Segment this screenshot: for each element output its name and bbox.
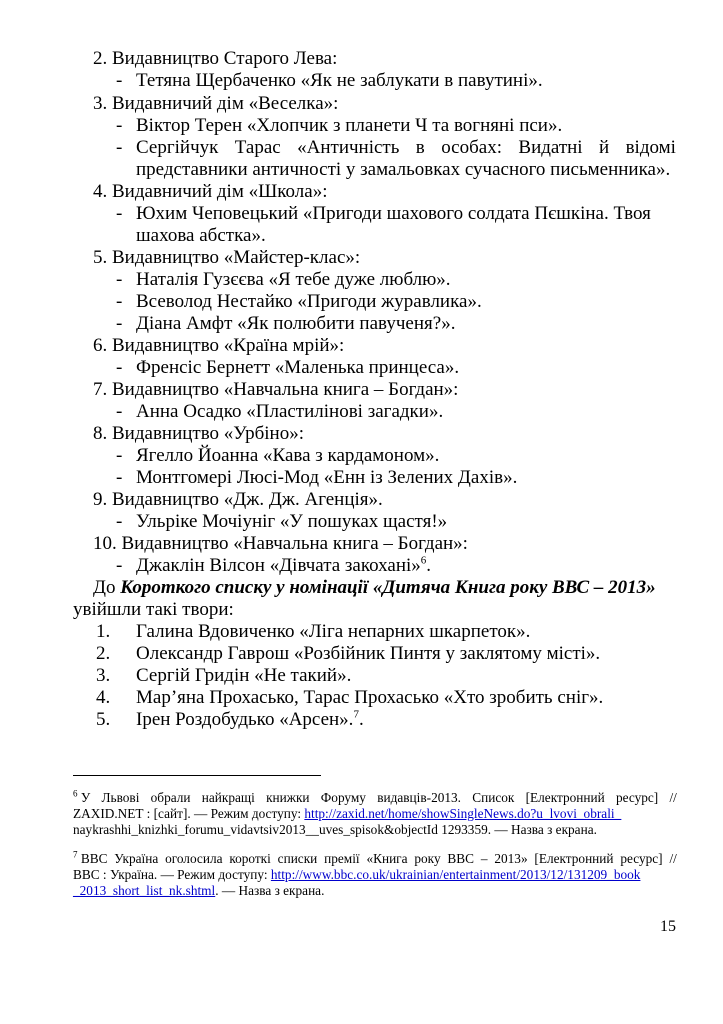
dash-bullet: - (116, 313, 123, 334)
publisher-name: Видавничий дім «Школа»: (112, 181, 328, 202)
text: . (358, 709, 364, 730)
book-title: Анна Осадко «Пластилінові загадки». (136, 401, 444, 422)
word: оголосила (165, 851, 223, 866)
footnote-line (73, 867, 677, 883)
publisher-item (0, 247, 723, 269)
book-title: Тетяна Щербаченко «Як не заблукати в павутині». (136, 70, 543, 91)
item-number: 7. (93, 379, 108, 400)
text: шахова абстка». (136, 225, 266, 246)
footnote-number: 7 (73, 849, 78, 860)
footnote-link[interactable]: _2013_short_list_nk.shtml (73, 883, 216, 898)
footnote-ref: 7 (353, 708, 359, 721)
book-title: Всеволод Нестайко «Пригоди журавлика». (136, 291, 482, 312)
text: ZAXID.NET : [сайт]. — Режим доступу: (73, 806, 305, 821)
book-title: Юхим Чеповецький «Пригоди шахового солдата Пєшкіна. Твоя (136, 203, 651, 224)
text: представники античності у замальовках сучасного письменника». (136, 159, 671, 180)
book-title-continuation (0, 159, 723, 181)
book-title: Сергій Гридін «Не такий». (136, 665, 352, 686)
book-title: Монтгомері Люсі-Мод «Енн із Зелених Дахів». (136, 467, 518, 488)
publisher-item (0, 379, 723, 401)
word: «Античність (297, 137, 400, 158)
dash-bullet: - (116, 70, 123, 91)
text: ВВС : Україна. — Режим доступу: (73, 867, 271, 882)
footnote-ref: 6 (420, 554, 427, 567)
page-number: 15 (660, 918, 676, 935)
text: До (93, 577, 121, 598)
word: Видатні (518, 137, 583, 158)
word: ресурс] (620, 851, 663, 866)
footnote-separator (73, 775, 321, 776)
text: Ірен Роздобудько «Арсен». (136, 709, 354, 730)
publisher-name: Видавництво «Навчальна книга – Богдан»: (121, 533, 468, 554)
item-number: 1. (96, 621, 111, 642)
book-title: Віктор Терен «Хлопчик з планети Ч та вогняні пси». (136, 115, 563, 136)
footnote-7 (73, 851, 677, 899)
word: «Книга (366, 851, 408, 866)
text: . (426, 555, 432, 576)
word: – (480, 851, 488, 866)
publisher-name: Видавничий дім «Веселка»: (112, 93, 339, 114)
word: короткі (229, 851, 271, 866)
publisher-item (0, 533, 723, 555)
book-title: Галина Вдовиченко «Ліга непарних шкарпеток». (136, 621, 531, 642)
word: найкращі (201, 790, 255, 805)
word: й (599, 137, 610, 158)
dash-bullet: - (116, 445, 123, 466)
dash-bullet: - (116, 137, 123, 158)
word: [Електронний (525, 790, 605, 805)
footnote-number: 6 (73, 788, 78, 799)
footnote-line (73, 806, 677, 822)
book-title: Френсіс Бернетт «Маленька принцеса». (136, 357, 460, 378)
book-title (136, 709, 364, 731)
word: У (80, 790, 91, 805)
paragraph-line (0, 599, 723, 621)
dash-bullet: - (116, 269, 123, 290)
publisher-item (0, 181, 723, 203)
book-title: Наталія Гузєєва «Я тебе дуже люблю». (136, 269, 451, 290)
word: ресурс] (615, 790, 659, 805)
text: увійшли такі твори: (73, 599, 234, 620)
book-title: Ягелло Йоанна «Кава з кардамоном». (136, 445, 440, 466)
publisher-item (0, 423, 723, 445)
book-title: Мар’яна Прохасько, Тарас Прохасько «Хто зробить сніг». (136, 687, 604, 708)
dash-bullet: - (116, 401, 123, 422)
dash-bullet: - (116, 555, 123, 576)
publisher-name: Видавництво «Країна мрій»: (112, 335, 345, 356)
dash-bullet: - (116, 115, 123, 136)
word: обрали (150, 790, 191, 805)
publisher-item (0, 93, 723, 115)
word: 2013» (494, 851, 528, 866)
footnote-line (73, 851, 677, 867)
footnote-line (73, 790, 677, 806)
item-number: 5. (96, 709, 111, 730)
book-title-continuation (0, 225, 723, 247)
word: // (669, 851, 677, 866)
footnote-line (73, 822, 677, 838)
word: Список (472, 790, 515, 805)
footnote-link[interactable]: http://zaxid.net/home/showSingleNews.do?u_lvovi_obrali_ (304, 806, 622, 821)
word: книжки (266, 790, 310, 805)
dash-bullet: - (116, 203, 123, 224)
book-title (136, 555, 431, 577)
item-number: 6. (93, 335, 108, 356)
publisher-name: Видавництво «Навчальна книга – Богдан»: (112, 379, 459, 400)
word: ВВС (80, 851, 108, 866)
footnote-6 (73, 790, 677, 838)
publisher-name: Видавництво «Дж. Дж. Агенція». (112, 489, 383, 510)
dash-bullet: - (116, 291, 123, 312)
item-number: 3. (93, 93, 108, 114)
item-number: 3. (96, 665, 111, 686)
word: в (415, 137, 425, 158)
dash-bullet: - (116, 511, 123, 532)
footnote-mark (73, 851, 107, 867)
word: Сергійчук (136, 137, 219, 158)
paragraph-line (0, 577, 723, 599)
word: Форуму (320, 790, 366, 805)
footnote-mark (73, 790, 90, 806)
word: видавців-2013. (377, 790, 461, 805)
item-number: 4. (93, 181, 108, 202)
text: Джаклін Вілсон «Дівчата закохані» (136, 555, 421, 576)
word: Україна (114, 851, 159, 866)
word: Львові (101, 790, 140, 805)
dash-bullet: - (116, 467, 123, 488)
word: Тарас (234, 137, 281, 158)
footnote-link[interactable]: http://www.bbc.co.uk/ukrainian/entertainment/2013/12/131209_book (270, 867, 641, 882)
footnote-line (73, 883, 677, 899)
publisher-item (0, 48, 723, 70)
item-number: 10. (93, 533, 117, 554)
book-title-justified (136, 137, 676, 159)
book-title: Ульріке Мочіуніг «У пошуках щастя!» (136, 511, 448, 532)
word: [Електронний (534, 851, 614, 866)
emphasis-text: Короткого списку у номінації «Дитяча Книга року ВВС – 2013» (120, 577, 656, 598)
word: року (414, 851, 441, 866)
book-title: Олександр Гаврош «Розбійник Пинтя у заклятому місті». (136, 643, 601, 664)
publisher-name: Видавництво «Майстер-клас»: (112, 247, 361, 268)
item-number: 5. (93, 247, 108, 268)
item-number: 2. (93, 48, 108, 69)
text: . — Назва з екрана. (215, 883, 325, 898)
text: naykrashhi_knizhki_forumu_vidavtsiv2013__uves_spisok&objectId 1293359. — Назва з екрана. (73, 822, 597, 837)
dash-bullet: - (116, 357, 123, 378)
item-number: 4. (96, 687, 111, 708)
publisher-item (0, 489, 723, 511)
word: списки (277, 851, 318, 866)
publisher-name: Видавництво «Урбіно»: (112, 423, 304, 444)
book-title: Діана Амфт «Як полюбити павученя?». (136, 313, 456, 334)
word: ВВС (447, 851, 475, 866)
word: // (669, 790, 677, 805)
publisher-name: Видавництво Старого Лева: (112, 48, 338, 69)
word: відомі (625, 137, 676, 158)
item-number: 9. (93, 489, 108, 510)
publisher-item (0, 335, 723, 357)
word: премії (324, 851, 360, 866)
item-number: 2. (96, 643, 111, 664)
item-number: 8. (93, 423, 108, 444)
word: особах: (441, 137, 502, 158)
